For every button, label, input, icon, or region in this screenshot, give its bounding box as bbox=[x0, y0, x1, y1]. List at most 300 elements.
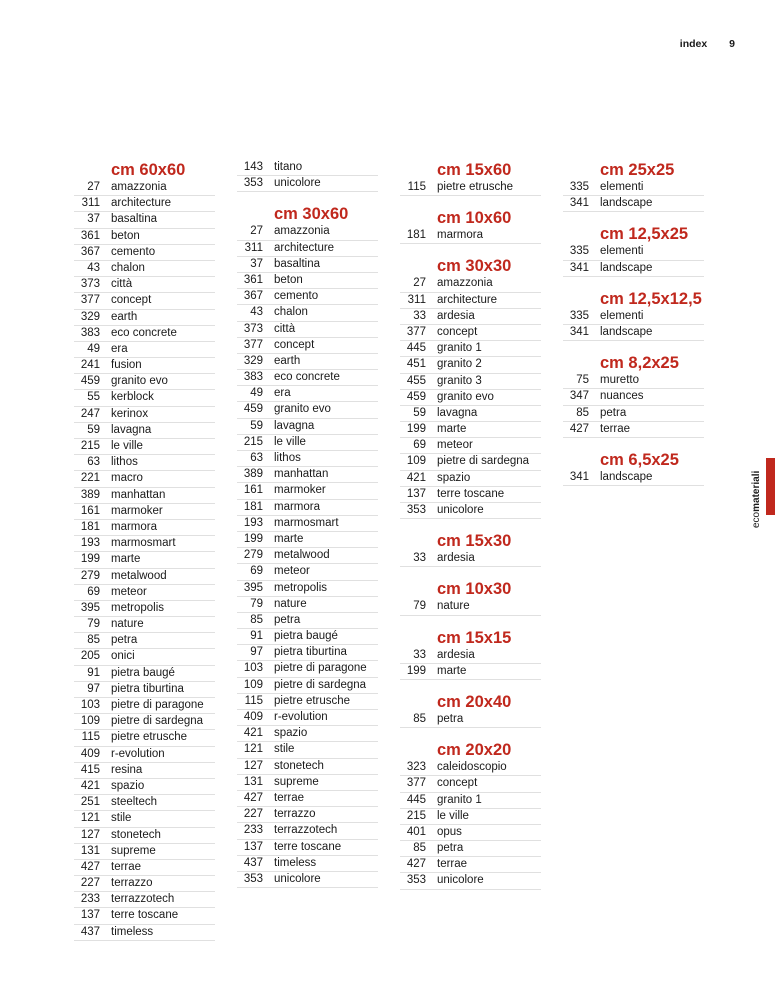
index-entry bbox=[400, 712, 541, 728]
index-entry bbox=[237, 548, 378, 564]
entry-name: eco concrete bbox=[274, 371, 340, 384]
entry-page-number: 377 bbox=[406, 777, 426, 790]
entry-name: concept bbox=[274, 338, 315, 351]
entry-page-number: 97 bbox=[250, 646, 263, 659]
entry-name: landscape bbox=[600, 325, 653, 338]
entry-page-number: 373 bbox=[80, 278, 100, 291]
entry-page-number: 279 bbox=[80, 569, 100, 582]
index-column-2 bbox=[237, 160, 378, 888]
entry-name: marte bbox=[437, 664, 467, 677]
entry-page-number: 401 bbox=[406, 825, 426, 838]
section-tab-prefix: eco bbox=[751, 511, 762, 528]
entry-page-number: 69 bbox=[413, 439, 426, 452]
entry-name: metalwood bbox=[274, 549, 330, 562]
entry-page-number: 199 bbox=[80, 553, 100, 566]
entry-name: pietre di paragone bbox=[274, 662, 367, 675]
section-spacer bbox=[400, 196, 541, 208]
section-spacer bbox=[400, 616, 541, 628]
entry-page-number: 115 bbox=[407, 181, 426, 193]
entry-page-number: 59 bbox=[87, 423, 100, 436]
index-entry bbox=[237, 629, 378, 645]
entry-name: città bbox=[111, 278, 133, 291]
entry-page-number: 33 bbox=[413, 552, 426, 565]
entry-page-number: 251 bbox=[80, 796, 100, 809]
entry-page-number: 161 bbox=[80, 504, 100, 517]
index-entry bbox=[237, 483, 378, 499]
section-title: cm 12,5x25 bbox=[600, 225, 689, 244]
index-entry bbox=[237, 160, 378, 176]
index-entry bbox=[74, 455, 215, 471]
section-title: cm 10x60 bbox=[437, 209, 512, 228]
entry-name: beton bbox=[111, 229, 140, 242]
entry-page-number: 335 bbox=[569, 181, 589, 193]
entry-name: pietra baugé bbox=[111, 666, 175, 679]
entry-page-number: 205 bbox=[80, 650, 100, 663]
entry-page-number: 193 bbox=[80, 537, 100, 550]
entry-page-number: 85 bbox=[576, 406, 589, 419]
index-entry bbox=[237, 451, 378, 467]
entry-name: unicolore bbox=[437, 504, 484, 516]
entry-page-number: 311 bbox=[407, 293, 426, 306]
index-entry bbox=[74, 779, 215, 795]
entry-name: città bbox=[274, 322, 296, 335]
entry-name: nuances bbox=[600, 390, 644, 403]
entry-page-number: 427 bbox=[80, 860, 100, 873]
index-entry bbox=[74, 310, 215, 326]
index-entry bbox=[400, 422, 541, 438]
entry-name: marmora bbox=[274, 500, 321, 513]
entry-page-number: 115 bbox=[81, 731, 100, 744]
entry-name: granito evo bbox=[437, 390, 494, 403]
index-entry bbox=[237, 322, 378, 338]
entry-page-number: 395 bbox=[243, 581, 263, 594]
entry-page-number: 109 bbox=[80, 715, 100, 728]
entry-name: basaltina bbox=[274, 257, 321, 270]
entry-name: manhattan bbox=[111, 488, 166, 501]
entry-page-number: 227 bbox=[80, 877, 100, 890]
entry-name: terre toscane bbox=[437, 487, 505, 500]
index-entry bbox=[400, 664, 541, 680]
entry-name: r-evolution bbox=[111, 747, 165, 760]
entry-name: granito evo bbox=[111, 375, 168, 388]
entry-page-number: 115 bbox=[244, 694, 263, 707]
entry-name: opus bbox=[437, 825, 462, 838]
entry-page-number: 341 bbox=[569, 325, 589, 338]
index-entry bbox=[237, 791, 378, 807]
index-entry bbox=[74, 585, 215, 601]
entry-page-number: 193 bbox=[243, 516, 263, 529]
index-entry bbox=[74, 682, 215, 698]
index-entry bbox=[400, 406, 541, 422]
index-entry bbox=[400, 276, 541, 292]
section-spacer bbox=[400, 680, 541, 692]
entry-page-number: 247 bbox=[80, 407, 100, 420]
index-entry bbox=[237, 759, 378, 775]
index-entry bbox=[400, 487, 541, 503]
index-entry bbox=[237, 710, 378, 726]
index-entry bbox=[563, 261, 704, 277]
entry-name: landscape bbox=[600, 197, 653, 210]
entry-name: marmoker bbox=[111, 504, 163, 517]
index-column-3 bbox=[400, 160, 541, 890]
entry-page-number: 75 bbox=[576, 374, 589, 387]
entry-page-number: 181 bbox=[243, 500, 263, 513]
entry-page-number: 353 bbox=[406, 504, 426, 516]
entry-name: landscape bbox=[600, 261, 653, 274]
entry-page-number: 421 bbox=[80, 779, 100, 792]
entry-page-number: 367 bbox=[243, 290, 263, 303]
entry-name: pietre etrusche bbox=[437, 181, 514, 193]
index-entry bbox=[563, 196, 704, 212]
entry-name: terrazzotech bbox=[274, 824, 338, 837]
entry-name: granito 1 bbox=[437, 793, 482, 806]
entry-page-number: 37 bbox=[87, 213, 100, 226]
index-entry bbox=[74, 649, 215, 665]
section-title: cm 6,5x25 bbox=[600, 450, 679, 469]
index-entry bbox=[400, 357, 541, 373]
entry-name: eco concrete bbox=[111, 326, 177, 339]
entry-name: earth bbox=[274, 354, 301, 367]
entry-name: unicolore bbox=[274, 177, 321, 190]
entry-name: marte bbox=[437, 423, 467, 436]
entry-page-number: 79 bbox=[87, 618, 100, 631]
entry-name: concept bbox=[437, 325, 478, 338]
entry-page-number: 279 bbox=[243, 549, 263, 562]
entry-name: lavagna bbox=[437, 406, 478, 419]
entry-name: marmoker bbox=[274, 484, 326, 497]
entry-page-number: 341 bbox=[569, 197, 589, 210]
entry-name: lithos bbox=[111, 456, 138, 469]
entry-name: petra bbox=[600, 406, 627, 419]
entry-name: stonetech bbox=[111, 828, 161, 841]
entry-page-number: 27 bbox=[87, 181, 100, 193]
section-title: cm 20x20 bbox=[437, 741, 512, 760]
index-entry bbox=[74, 552, 215, 568]
entry-name: ardesia bbox=[437, 309, 475, 322]
entry-name: unicolore bbox=[274, 872, 321, 885]
entry-name: pietre di paragone bbox=[111, 699, 204, 711]
entry-name: lavagna bbox=[274, 419, 315, 432]
entry-page-number: 43 bbox=[250, 306, 263, 319]
entry-name: marmora bbox=[111, 520, 158, 533]
index-entry bbox=[400, 438, 541, 454]
index-entry bbox=[74, 714, 215, 730]
index-entry bbox=[237, 581, 378, 597]
entry-name: marmosmart bbox=[111, 537, 176, 550]
index-entry bbox=[563, 406, 704, 422]
entry-page-number: 367 bbox=[80, 245, 100, 258]
index-entry bbox=[400, 341, 541, 357]
entry-name: terrae bbox=[437, 858, 468, 871]
entry-name: granito evo bbox=[274, 403, 331, 416]
index-entry bbox=[400, 309, 541, 325]
entry-name: petra bbox=[111, 634, 138, 647]
entry-name: nature bbox=[274, 597, 307, 610]
entry-page-number: 427 bbox=[406, 858, 426, 871]
entry-page-number: 37 bbox=[250, 257, 263, 270]
entry-page-number: 49 bbox=[250, 387, 263, 400]
index-entry bbox=[237, 176, 378, 192]
index-entry bbox=[400, 825, 541, 841]
entry-name: basaltina bbox=[111, 213, 158, 226]
section-spacer bbox=[563, 212, 704, 224]
section-tab-label bbox=[751, 470, 762, 528]
entry-name: architecture bbox=[111, 197, 172, 210]
entry-name: kerblock bbox=[111, 391, 154, 404]
entry-name: ardesia bbox=[437, 552, 475, 565]
entry-page-number: 199 bbox=[406, 664, 426, 677]
entry-name: supreme bbox=[274, 775, 319, 788]
entry-page-number: 311 bbox=[81, 197, 100, 210]
entry-name: spazio bbox=[274, 727, 308, 740]
index-entry bbox=[400, 841, 541, 857]
index-entry bbox=[237, 742, 378, 758]
entry-page-number: 451 bbox=[406, 358, 426, 371]
entry-name: stile bbox=[111, 812, 132, 825]
index-entry bbox=[74, 698, 215, 714]
index-entry bbox=[400, 374, 541, 390]
entry-page-number: 63 bbox=[250, 452, 263, 464]
entry-name: macro bbox=[111, 472, 143, 485]
entry-page-number: 409 bbox=[243, 711, 263, 723]
index-entry bbox=[74, 569, 215, 585]
entry-page-number: 347 bbox=[569, 390, 589, 403]
header-title: index bbox=[679, 38, 708, 50]
entry-name: granito 2 bbox=[437, 358, 482, 371]
index-entry bbox=[400, 293, 541, 309]
index-entry bbox=[237, 419, 378, 435]
entry-name: spazio bbox=[437, 471, 471, 484]
entry-page-number: 341 bbox=[569, 261, 589, 274]
entry-name: meteor bbox=[437, 439, 473, 452]
entry-name: nature bbox=[437, 600, 470, 613]
index-entry bbox=[74, 488, 215, 504]
index-column-4 bbox=[563, 160, 704, 486]
index-entry bbox=[74, 504, 215, 520]
index-entry bbox=[400, 599, 541, 615]
entry-page-number: 421 bbox=[243, 727, 263, 740]
section-spacer bbox=[563, 341, 704, 353]
index-entry bbox=[237, 564, 378, 580]
page-header bbox=[680, 38, 735, 50]
index-entry bbox=[74, 326, 215, 342]
entry-name: landscape bbox=[600, 470, 653, 483]
entry-name: stile bbox=[274, 743, 295, 756]
entry-name: pietra tiburtina bbox=[111, 682, 184, 695]
index-entry bbox=[237, 775, 378, 791]
page-number: 9 bbox=[729, 38, 735, 50]
index-entry bbox=[74, 908, 215, 924]
section-title: cm 10x30 bbox=[437, 580, 512, 599]
index-entry bbox=[400, 760, 541, 776]
entry-page-number: 227 bbox=[243, 808, 263, 821]
entry-name: spazio bbox=[111, 779, 145, 792]
index-entry bbox=[74, 892, 215, 908]
index-entry bbox=[74, 876, 215, 892]
entry-page-number: 341 bbox=[569, 470, 589, 483]
entry-page-number: 459 bbox=[80, 375, 100, 388]
entry-page-number: 181 bbox=[80, 520, 100, 533]
entry-name: granito 3 bbox=[437, 374, 482, 387]
entry-page-number: 137 bbox=[406, 487, 426, 500]
entry-page-number: 181 bbox=[406, 229, 426, 242]
entry-page-number: 33 bbox=[413, 648, 426, 661]
entry-page-number: 377 bbox=[406, 325, 426, 338]
index-entry bbox=[74, 407, 215, 423]
index-entry bbox=[400, 325, 541, 341]
entry-name: steeltech bbox=[111, 796, 158, 809]
entry-name: pietra tiburtina bbox=[274, 646, 347, 659]
index-entry bbox=[400, 793, 541, 809]
entry-page-number: 459 bbox=[243, 403, 263, 416]
index-entry bbox=[563, 470, 704, 486]
index-entry bbox=[74, 666, 215, 682]
section-spacer bbox=[400, 567, 541, 579]
entry-name: pietra baugé bbox=[274, 630, 338, 643]
entry-name: concept bbox=[437, 777, 478, 790]
index-entry bbox=[400, 228, 541, 244]
entry-name: amazzonia bbox=[111, 181, 167, 193]
entry-name: architecture bbox=[274, 241, 335, 254]
entry-page-number: 427 bbox=[569, 422, 589, 435]
entry-name: pietre di sardegna bbox=[437, 455, 530, 468]
index-entry bbox=[74, 277, 215, 293]
entry-page-number: 383 bbox=[80, 326, 100, 339]
entry-page-number: 323 bbox=[406, 761, 426, 774]
entry-page-number: 409 bbox=[80, 747, 100, 760]
index-entry bbox=[563, 325, 704, 341]
index-entry bbox=[563, 389, 704, 405]
entry-page-number: 329 bbox=[80, 310, 100, 323]
index-entry bbox=[237, 402, 378, 418]
entry-page-number: 383 bbox=[243, 371, 263, 384]
index-entry bbox=[400, 180, 541, 196]
entry-name: metropolis bbox=[274, 581, 328, 594]
index-entry bbox=[74, 471, 215, 487]
section-tab bbox=[766, 458, 775, 515]
index-entry bbox=[237, 532, 378, 548]
entry-name: marte bbox=[111, 553, 141, 566]
entry-page-number: 335 bbox=[569, 245, 589, 258]
section-title: cm 20x40 bbox=[437, 692, 512, 711]
entry-name: elementi bbox=[600, 309, 644, 322]
index-entry bbox=[74, 229, 215, 245]
index-entry bbox=[74, 342, 215, 358]
index-entry bbox=[74, 860, 215, 876]
section-tab-name: materiali bbox=[751, 470, 762, 512]
entry-page-number: 91 bbox=[87, 666, 100, 679]
index-entry bbox=[237, 678, 378, 694]
entry-page-number: 121 bbox=[80, 812, 100, 825]
index-entry bbox=[563, 373, 704, 389]
index-entry bbox=[237, 241, 378, 257]
entry-page-number: 377 bbox=[80, 294, 100, 307]
index-entry bbox=[237, 661, 378, 677]
index-entry bbox=[237, 516, 378, 532]
entry-page-number: 27 bbox=[413, 277, 426, 290]
entry-name: earth bbox=[111, 310, 138, 323]
entry-name: marte bbox=[274, 532, 304, 545]
index-entry bbox=[74, 617, 215, 633]
index-entry bbox=[74, 358, 215, 374]
entry-name: pietre etrusche bbox=[274, 694, 351, 707]
entry-page-number: 85 bbox=[413, 712, 426, 725]
index-entry bbox=[237, 305, 378, 321]
section-title: cm 15x30 bbox=[437, 532, 512, 551]
entry-name: cemento bbox=[111, 245, 156, 258]
index-entry bbox=[237, 872, 378, 888]
entry-name: petra bbox=[274, 613, 301, 626]
entry-page-number: 59 bbox=[250, 419, 263, 432]
entry-name: caleidoscopio bbox=[437, 761, 507, 774]
index-entry bbox=[74, 374, 215, 390]
entry-page-number: 415 bbox=[80, 763, 100, 776]
entry-page-number: 131 bbox=[80, 844, 100, 857]
entry-name: supreme bbox=[111, 844, 156, 857]
entry-name: onici bbox=[111, 650, 135, 663]
entry-page-number: 121 bbox=[243, 743, 263, 756]
index-entry bbox=[74, 293, 215, 309]
entry-page-number: 91 bbox=[250, 630, 263, 643]
entry-name: pietre di sardegna bbox=[274, 678, 367, 691]
entry-page-number: 395 bbox=[80, 601, 100, 614]
entry-page-number: 85 bbox=[250, 613, 263, 626]
index-entry bbox=[237, 645, 378, 661]
index-column-1 bbox=[74, 160, 215, 941]
index-entry bbox=[237, 289, 378, 305]
entry-name: petra bbox=[437, 712, 464, 725]
index-entry bbox=[400, 390, 541, 406]
entry-page-number: 233 bbox=[80, 893, 100, 906]
index-entry bbox=[237, 435, 378, 451]
entry-name: muretto bbox=[600, 374, 639, 387]
entry-page-number: 233 bbox=[243, 824, 263, 837]
section-spacer bbox=[563, 277, 704, 289]
entry-name: unicolore bbox=[437, 874, 484, 887]
entry-page-number: 389 bbox=[80, 488, 100, 501]
entry-page-number: 97 bbox=[87, 682, 100, 695]
entry-page-number: 437 bbox=[80, 925, 100, 938]
entry-name: chalon bbox=[274, 306, 308, 319]
entry-page-number: 335 bbox=[569, 309, 589, 322]
entry-name: lavagna bbox=[111, 423, 152, 436]
index-entry bbox=[400, 551, 541, 567]
section-title: cm 8,2x25 bbox=[600, 354, 679, 373]
entry-name: pietre etrusche bbox=[111, 731, 188, 744]
index-entry bbox=[237, 386, 378, 402]
index-entry bbox=[400, 471, 541, 487]
entry-page-number: 421 bbox=[406, 471, 426, 484]
entry-page-number: 199 bbox=[243, 532, 263, 545]
entry-name: concept bbox=[111, 294, 152, 307]
entry-page-number: 85 bbox=[413, 842, 426, 855]
entry-page-number: 43 bbox=[87, 261, 100, 274]
index-entry bbox=[74, 520, 215, 536]
entry-page-number: 329 bbox=[243, 354, 263, 367]
entry-name: terre toscane bbox=[111, 909, 179, 922]
index-entry bbox=[74, 844, 215, 860]
entry-name: amazzonia bbox=[274, 225, 330, 238]
entry-name: beton bbox=[274, 273, 303, 286]
entry-page-number: 459 bbox=[406, 390, 426, 403]
entry-page-number: 69 bbox=[87, 585, 100, 598]
index-entry bbox=[400, 454, 541, 470]
index-entry bbox=[74, 763, 215, 779]
entry-page-number: 389 bbox=[243, 468, 263, 481]
entry-name: metalwood bbox=[111, 569, 167, 582]
section-title: cm 30x30 bbox=[437, 257, 512, 276]
entry-name: terrazzo bbox=[274, 808, 316, 821]
